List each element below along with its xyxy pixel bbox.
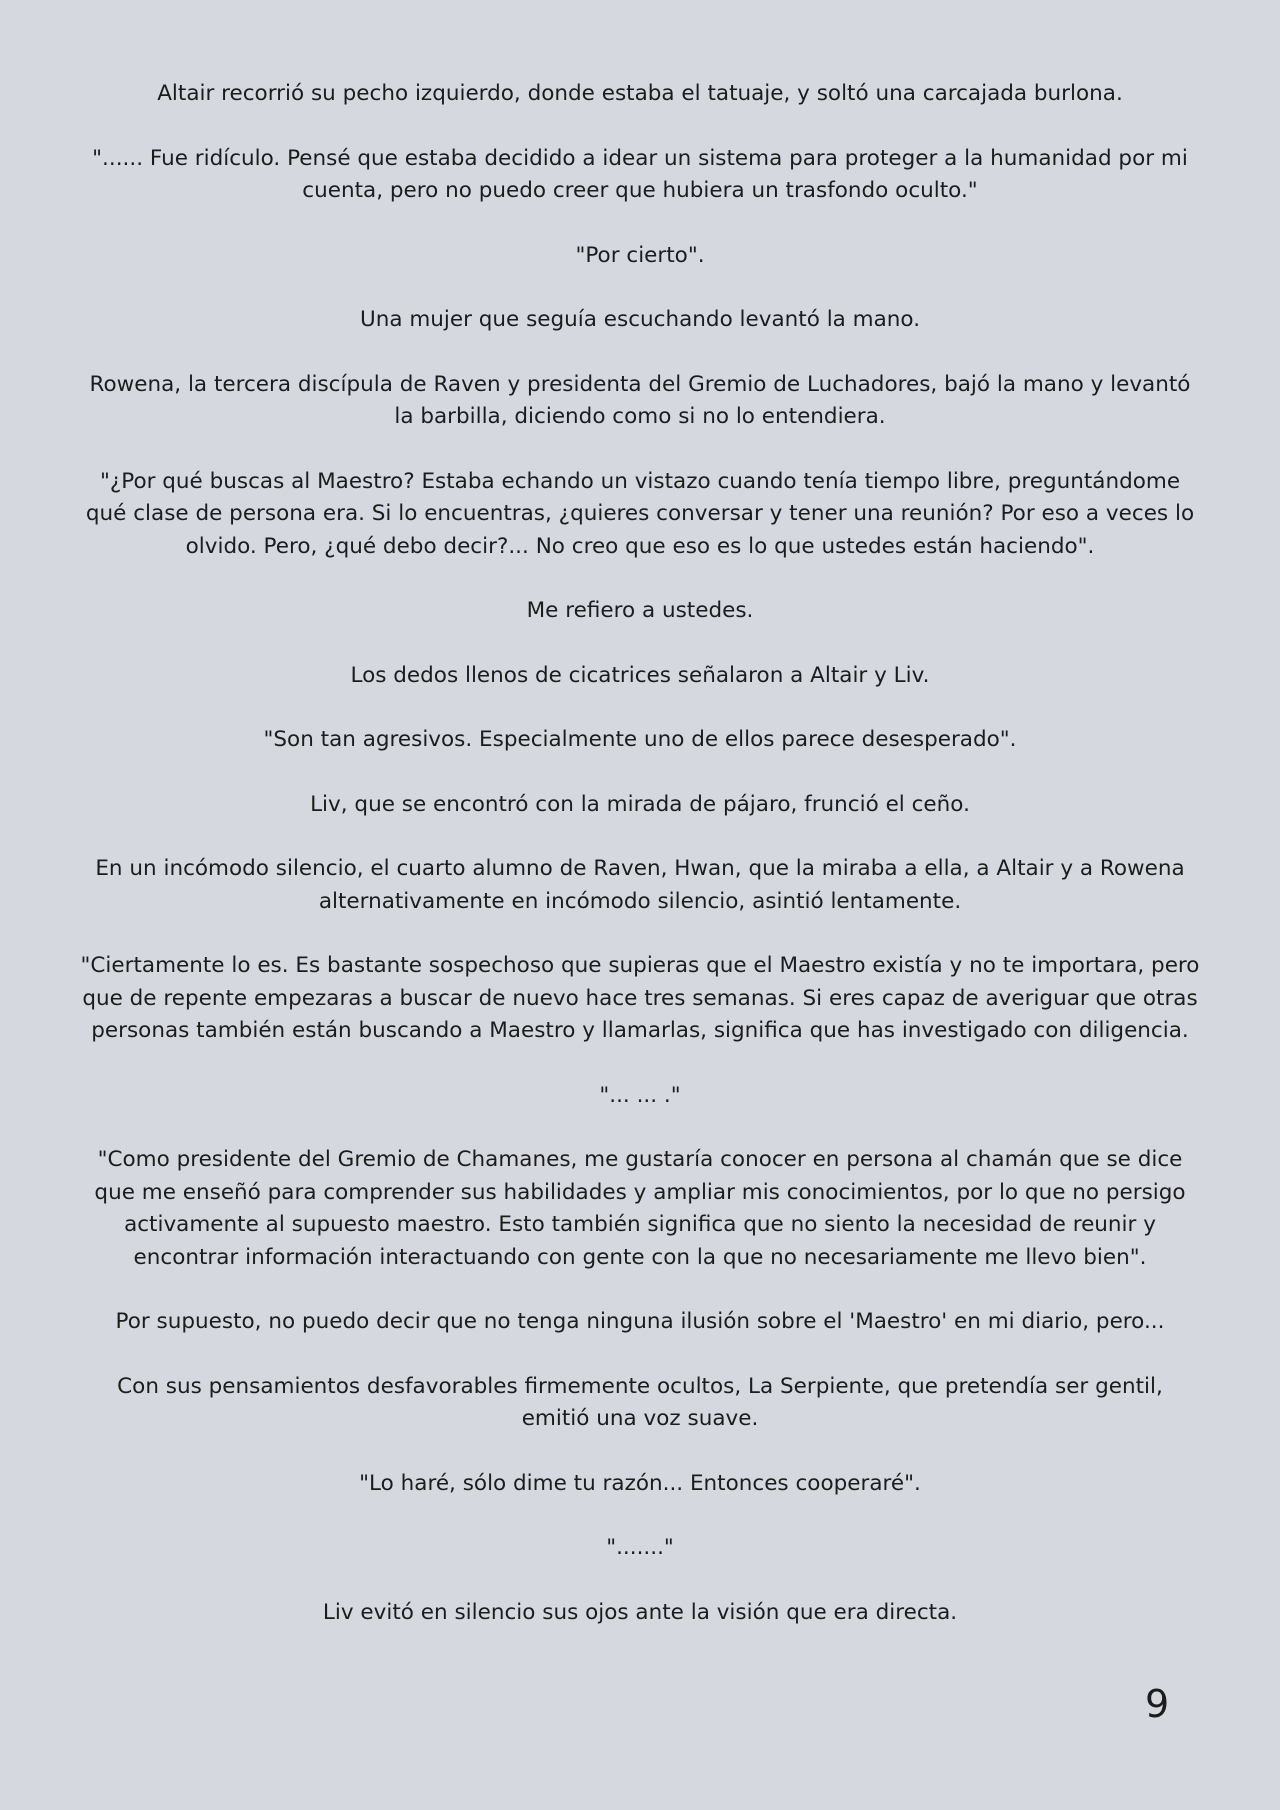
paragraph: En un incómodo silencio, el cuarto alumno de Raven, Hwan, que la miraba a ella, a Altair y a Rowena alternativamente en incómodo silencio, asintió lentamente.	[95, 856, 1185, 914]
paragraph: Me refiero a ustedes.	[526, 598, 754, 623]
paragraph: "... ... ."	[599, 1082, 681, 1108]
paragraph: Liv evitó en silencio sus ojos ante la visión que era directa.	[322, 1599, 958, 1625]
paragraph: "¿Por qué buscas al Maestro? Estaba echando un vistazo cuando tenía tiempo libre, preguntándome qué clase de persona era. Si lo encuentras, ¿quieres conversar y tener una reunión? Por eso a veces lo olvido. Pero, ¿qué debo decir?... No creo que eso es lo que ustedes están haciendo".	[85, 468, 1195, 559]
paragraph: Liv, que se encontró con la mirada de pájaro, frunció el ceño.	[310, 791, 970, 817]
paragraph: Los dedos llenos de cicatrices señalaron a Altair y Liv.	[350, 662, 930, 688]
paragraph: "Ciertamente lo es. Es bastante sospechoso que supieras que el Maestro existía y no te importara, pero que de repente empezaras a buscar de nuevo hace tres semanas. Si eres capaz de averiguar que otras personas también están buscando a Maestro y llamarlas, significa que has investigado con diligencia.	[80, 953, 1200, 1043]
paragraph: Una mujer que seguía escuchando levantó la mano.	[359, 307, 921, 332]
paragraph: "Como presidente del Gremio de Chamanes, me gustaría conocer en persona al chamán que se dice que me enseñó para comprender sus habilidades y ampliar mis conocimientos, por lo que no persigo activamente al supuesto maestro. Esto también significa que no siento la necesidad de reunir y encontrar información interactuando con gente con la que no necesariamente me llevo bien".	[94, 1147, 1186, 1270]
paragraph: Con sus pensamientos desfavorables firmemente ocultos, La Serpiente, que pretendía ser gentil, emitió una voz suave.	[117, 1373, 1163, 1431]
paragraph: "......."	[606, 1535, 674, 1560]
paragraph: Rowena, la tercera discípula de Raven y presidenta del Gremio de Luchadores, bajó la mano y levantó la barbilla, diciendo como si no lo entendiera.	[89, 371, 1191, 429]
text-body	[80, 78, 1200, 1661]
page-number: 9	[1145, 1682, 1170, 1726]
paragraph: Altair recorrió su pecho izquierdo, donde estaba el tatuaje, y soltó una carcajada burlona.	[157, 81, 1123, 106]
paragraph: "Lo haré, sólo dime tu razón... Entonces cooperaré".	[359, 1470, 921, 1496]
paragraph: "...... Fue ridículo. Pensé que estaba decidido a idear un sistema para proteger a la humanidad por mi cuenta, pero no puedo creer que hubiera un trasfondo oculto."	[92, 145, 1188, 203]
paragraph: "Por cierto".	[575, 242, 705, 268]
paragraph: "Son tan agresivos. Especialmente uno de ellos parece desesperado".	[263, 727, 1017, 752]
paragraph: Por supuesto, no puedo decir que no tenga ninguna ilusión sobre el 'Maestro' en mi diario, pero...	[115, 1309, 1165, 1334]
